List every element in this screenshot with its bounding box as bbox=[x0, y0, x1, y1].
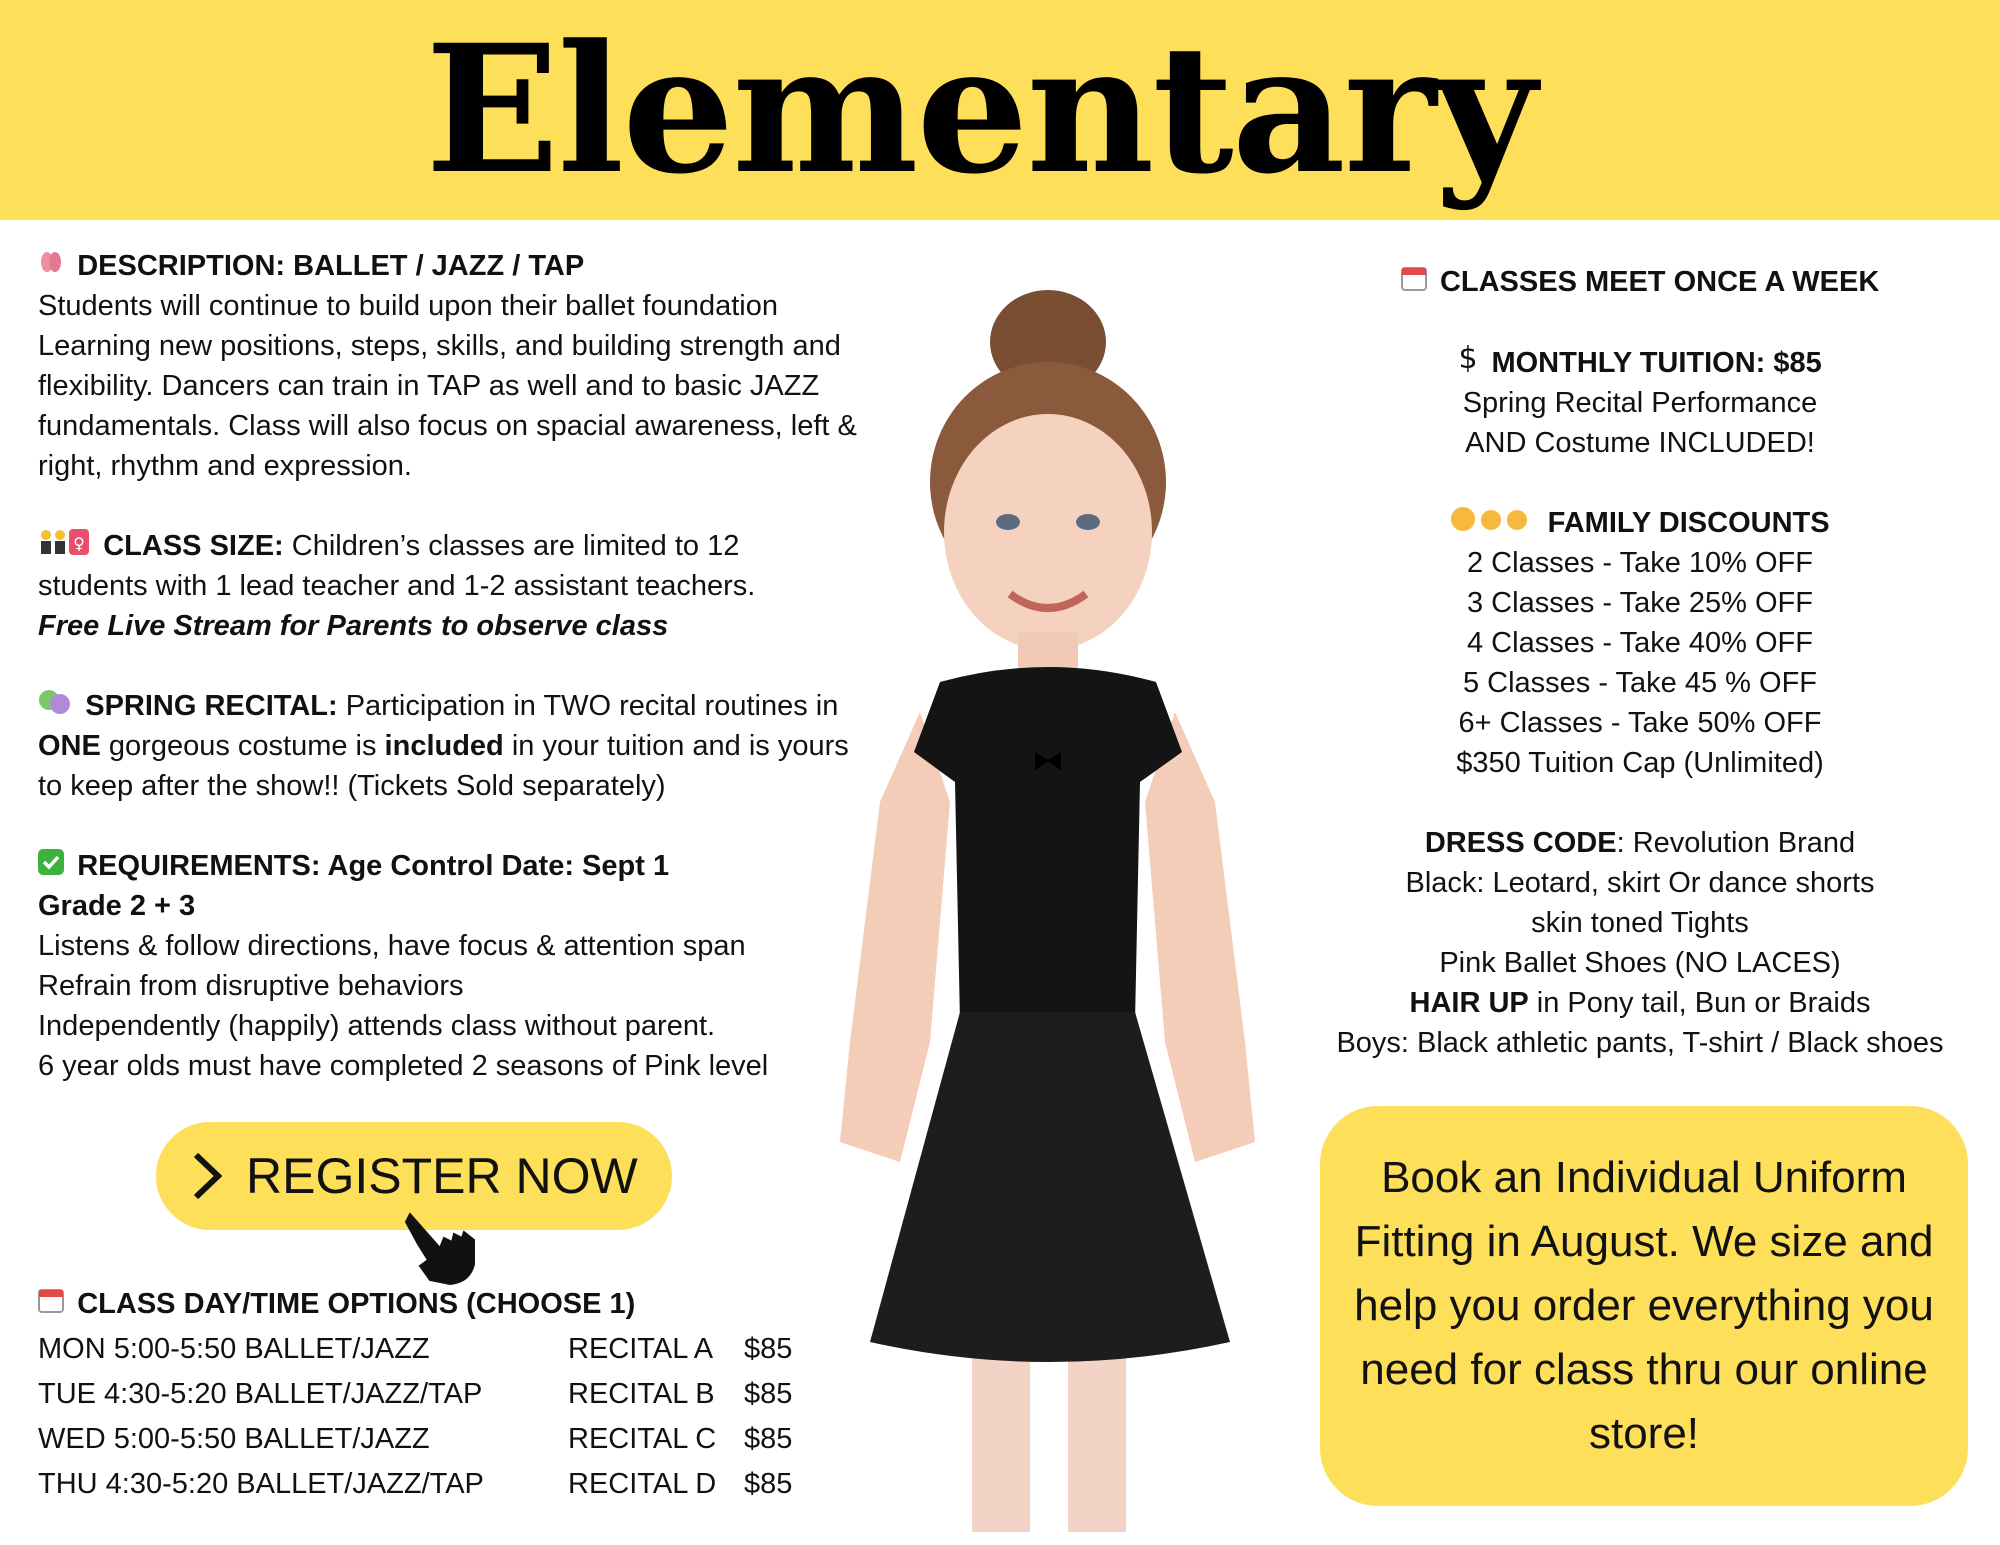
schedule-table bbox=[38, 1327, 792, 1507]
svg-text:$: $ bbox=[1458, 342, 1478, 372]
table-row bbox=[38, 1327, 792, 1372]
discounts-label: FAMILY DISCOUNTS bbox=[1547, 507, 1830, 539]
theater-masks-icon bbox=[38, 691, 79, 721]
calendar-icon bbox=[38, 1289, 71, 1319]
description-line: Learning new positions, steps, skills, and building strength and bbox=[38, 330, 841, 362]
dress-code-section bbox=[1300, 823, 1980, 1063]
recital-section bbox=[38, 686, 968, 806]
right-column bbox=[1300, 262, 1980, 1103]
tuition-label: MONTHLY TUITION: $85 bbox=[1491, 347, 1822, 379]
tuition-line: AND Costume INCLUDED! bbox=[1465, 427, 1815, 459]
ballet-shoes-icon bbox=[38, 251, 71, 281]
requirement-line: Listens & follow directions, have focus & attention span bbox=[38, 930, 746, 962]
class-time: TUE 4:30-5:20 BALLET/JAZZ/TAP bbox=[38, 1378, 483, 1410]
recital-one: ONE bbox=[38, 730, 101, 762]
class-time: THU 4:30-5:20 BALLET/JAZZ/TAP bbox=[38, 1468, 484, 1500]
check-icon bbox=[38, 851, 71, 881]
recital-label: SPRING RECITAL: bbox=[85, 690, 338, 722]
table-row bbox=[38, 1417, 792, 1462]
pointing-hand-icon bbox=[400, 1208, 480, 1288]
hair-text: in Pony tail, Bun or Braids bbox=[1528, 987, 1871, 1019]
description-section bbox=[38, 246, 968, 486]
recital-text: to keep after the show!! (Tickets Sold separately) bbox=[38, 770, 666, 802]
discount-item: 2 Classes - Take 10% OFF bbox=[1467, 547, 1813, 579]
recital-text: Participation in TWO recital routines in bbox=[337, 690, 839, 722]
family-icon bbox=[1450, 508, 1541, 538]
requirements-label: REQUIREMENTS: Age Control Date: Sept 1 bbox=[77, 850, 670, 882]
description-styles: : BALLET / JAZZ / TAP bbox=[275, 250, 585, 282]
svg-text:♀: ♀ bbox=[73, 534, 85, 553]
dress-code-line: skin toned Tights bbox=[1531, 907, 1749, 939]
requirement-line: 6 year olds must have completed 2 seasons of Pink level bbox=[38, 1050, 769, 1082]
dress-code-line: Boys: Black athletic pants, T-shirt / Black shoes bbox=[1336, 1027, 1944, 1059]
discount-item: 4 Classes - Take 40% OFF bbox=[1467, 627, 1813, 659]
grade-level: Grade 2 + 3 bbox=[38, 890, 196, 922]
recital-group: RECITAL D bbox=[568, 1468, 717, 1500]
class-time: WED 5:00-5:50 BALLET/JAZZ bbox=[38, 1423, 430, 1455]
dollar-icon bbox=[1458, 342, 1485, 378]
recital-group: RECITAL A bbox=[568, 1333, 714, 1365]
dress-code-line: Black: Leotard, skirt Or dance shorts bbox=[1405, 867, 1875, 899]
people-icon bbox=[38, 531, 97, 561]
class-price: $85 bbox=[744, 1468, 793, 1500]
description-line: flexibility. Dancers can train in TAP as well and to basic JAZZ bbox=[38, 370, 820, 402]
class-price: $85 bbox=[744, 1423, 793, 1455]
hair-label: HAIR UP bbox=[1409, 987, 1529, 1019]
recital-text: gorgeous costume is bbox=[100, 730, 385, 762]
live-stream-note: Free Live Stream for Parents to observe class bbox=[38, 610, 669, 642]
description-line: fundamentals. Class will also focus on spacial awareness, left & bbox=[38, 410, 857, 442]
uniform-fitting-box bbox=[1320, 1106, 1968, 1506]
table-row bbox=[38, 1462, 792, 1507]
discount-item: $350 Tuition Cap (Unlimited) bbox=[1456, 747, 1824, 779]
description-label: DESCRIPTION bbox=[77, 250, 276, 282]
requirement-line: Independently (happily) attends class without parent. bbox=[38, 1010, 716, 1042]
schedule-section bbox=[38, 1282, 792, 1507]
class-price: $85 bbox=[744, 1378, 793, 1410]
class-size-section bbox=[38, 526, 968, 646]
left-column bbox=[38, 246, 968, 1126]
description-line: Students will continue to build upon their ballet foundation bbox=[38, 290, 779, 322]
schedule-label: CLASS DAY/TIME OPTIONS (CHOOSE 1) bbox=[77, 1288, 636, 1320]
requirements-section bbox=[38, 846, 968, 1086]
description-line: right, rhythm and expression. bbox=[38, 450, 412, 482]
discount-item: 3 Classes - Take 25% OFF bbox=[1467, 587, 1813, 619]
table-row bbox=[38, 1372, 792, 1417]
chevron-right-icon bbox=[192, 1151, 222, 1201]
recital-group: RECITAL B bbox=[568, 1378, 715, 1410]
dress-code-brand: : Revolution Brand bbox=[1616, 827, 1856, 859]
recital-group: RECITAL C bbox=[568, 1423, 717, 1455]
discount-item: 5 Classes - Take 45 % OFF bbox=[1462, 667, 1818, 699]
tuition-line: Spring Recital Performance bbox=[1462, 387, 1818, 419]
class-price: $85 bbox=[744, 1333, 793, 1365]
dress-code-label: DRESS CODE bbox=[1424, 827, 1617, 859]
class-size-label: CLASS SIZE: bbox=[103, 530, 284, 562]
discount-item: 6+ Classes - Take 50% OFF bbox=[1458, 707, 1822, 739]
meets-section bbox=[1300, 262, 1980, 302]
register-now-label: REGISTER NOW bbox=[246, 1148, 638, 1204]
requirement-line: Refrain from disruptive behaviors bbox=[38, 970, 464, 1002]
discounts-section bbox=[1300, 503, 1980, 783]
fitting-text: Book an Individual Uniform Fitting in August. We size and help you order everything you need for class thru our online store! bbox=[1354, 1153, 1934, 1458]
class-time: MON 5:00-5:50 BALLET/JAZZ bbox=[38, 1333, 430, 1365]
calendar-icon bbox=[1401, 267, 1434, 297]
dress-code-line: Pink Ballet Shoes (NO LACES) bbox=[1439, 947, 1841, 979]
recital-included: included bbox=[384, 730, 504, 762]
class-size-text: Children’s classes are limited to 12 bbox=[283, 530, 740, 562]
tuition-section bbox=[1300, 342, 1980, 463]
class-size-text: students with 1 lead teacher and 1-2 assistant teachers. bbox=[38, 570, 756, 602]
meets-label: CLASSES MEET ONCE A WEEK bbox=[1439, 266, 1880, 298]
recital-text: in your tuition and is yours bbox=[503, 730, 849, 762]
page-title: Elementary bbox=[425, 6, 1535, 213]
